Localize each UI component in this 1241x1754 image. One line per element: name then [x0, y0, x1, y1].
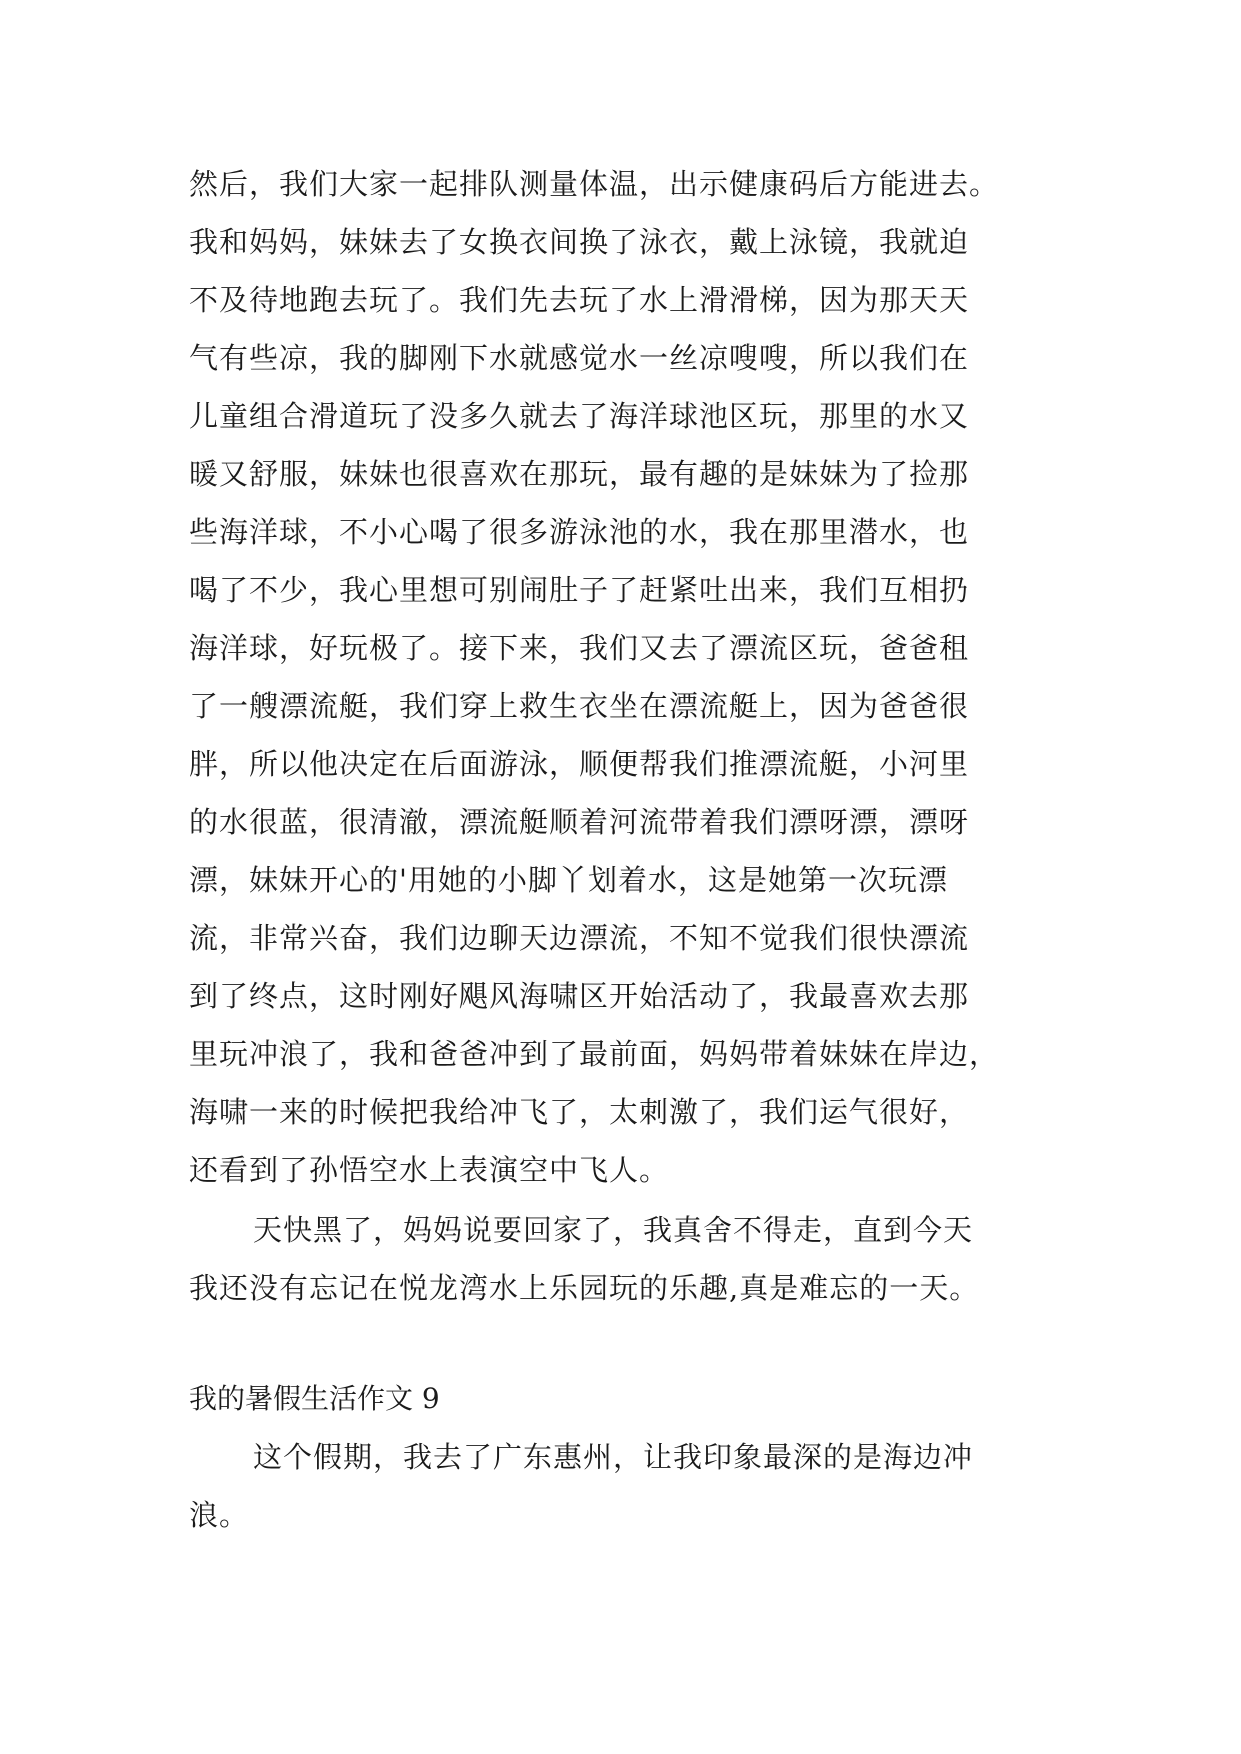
- text-line: 我和妈妈，妹妹去了女换衣间换了泳衣，戴上泳镜，我就迫: [189, 225, 970, 259]
- text-line: 海洋球，好玩极了。接下来，我们又去了漂流区玩，爸爸租: [189, 631, 970, 665]
- text-line: 这个假期，我去了广东惠州，让我印象最深的是海边冲: [253, 1440, 974, 1474]
- text-line: 到了终点，这时刚好飓风海啸区开始活动了，我最喜欢去那: [189, 979, 970, 1013]
- section-heading: 我的暑假生活作文 9: [189, 1382, 440, 1415]
- text-line: 浪。: [189, 1498, 250, 1532]
- text-line: 气有些凉，我的脚刚下水就感觉水一丝凉嗖嗖，所以我们在: [189, 341, 970, 375]
- paragraph-pool-visit: [189, 155, 1069, 1199]
- text-line: 的水很蓝，很清澈，漂流艇顺着河流带着我们漂呀漂，漂呀: [189, 805, 970, 839]
- text-line: 胖，所以他决定在后面游泳，顺便帮我们推漂流艇，小河里: [189, 747, 970, 781]
- text-line: 里玩冲浪了，我和爸爸冲到了最前面，妈妈带着妹妹在岸边，: [189, 1037, 1000, 1071]
- text-line: 些海洋球，不小心喝了很多游泳池的水，我在那里潜水，也: [189, 515, 970, 549]
- text-line: 天快黑了，妈妈说要回家了，我真舍不得走，直到今天: [253, 1213, 974, 1247]
- paragraph-huizhou: [189, 1428, 1069, 1544]
- text-line: 海啸一来的时候把我给冲飞了，太刺激了，我们运气很好，: [189, 1095, 970, 1129]
- text-line: 儿童组合滑道玩了没多久就去了海洋球池区玩，那里的水又: [189, 399, 970, 433]
- text-line: 我还没有忘记在悦龙湾水上乐园玩的乐趣,真是难忘的一天。: [189, 1271, 980, 1305]
- text-line: 然后，我们大家一起排队测量体温，出示健康码后方能进去。: [189, 167, 1000, 201]
- text-line: 暖又舒服，妹妹也很喜欢在那玩，最有趣的是妹妹为了捡那: [189, 457, 970, 491]
- text-line: 还看到了孙悟空水上表演空中飞人。: [189, 1153, 670, 1187]
- text-line: 喝了不少，我心里想可别闹肚子了赶紧吐出来，我们互相扔: [189, 573, 970, 607]
- text-line: 不及待地跑去玩了。我们先去玩了水上滑滑梯，因为那天天: [189, 283, 970, 317]
- paragraph-going-home: [189, 1201, 1069, 1317]
- text-line: 漂，妹妹开心的'用她的小脚丫划着水，这是她第一次玩漂: [189, 863, 948, 897]
- text-line: 了一艘漂流艇，我们穿上救生衣坐在漂流艇上，因为爸爸很: [189, 689, 970, 723]
- text-line: 流，非常兴奋，我们边聊天边漂流，不知不觉我们很快漂流: [189, 921, 970, 955]
